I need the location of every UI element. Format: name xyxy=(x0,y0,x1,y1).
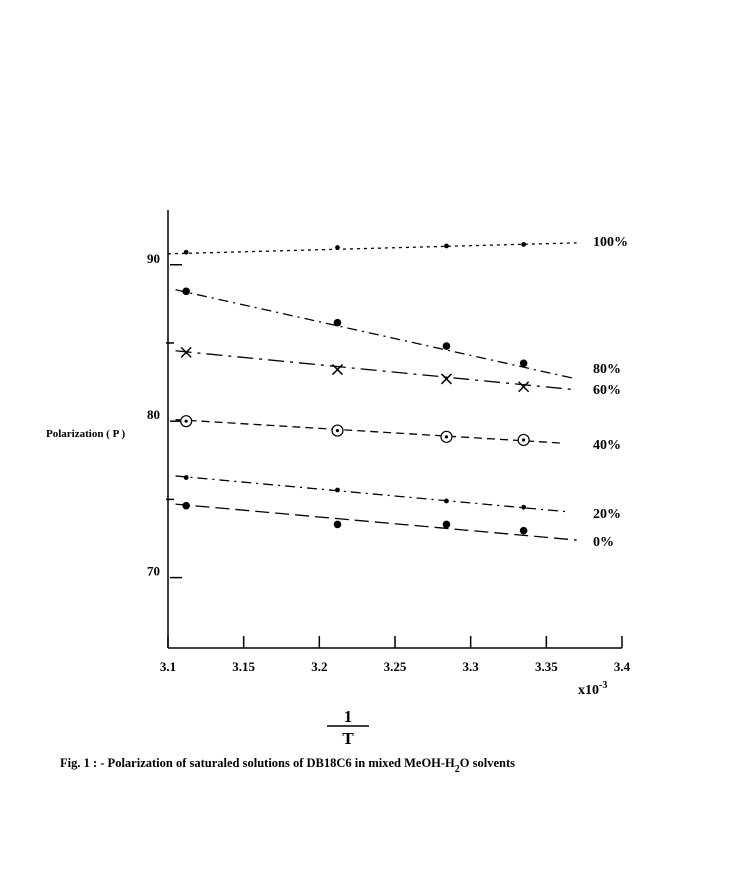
x-axis-label-numerator: 1 xyxy=(343,707,353,726)
data-point xyxy=(444,499,449,504)
series-40pct xyxy=(176,416,562,446)
data-point xyxy=(521,505,526,510)
x-scale-exponent: -3 xyxy=(599,680,608,691)
series-100pct xyxy=(168,242,577,255)
series-60pct xyxy=(176,347,577,391)
series-line xyxy=(176,290,577,379)
series-80pct xyxy=(176,288,577,379)
data-point xyxy=(335,488,340,493)
data-point xyxy=(335,245,340,250)
data-point xyxy=(521,242,526,247)
data-point xyxy=(520,360,528,368)
data-point xyxy=(184,475,189,480)
x-tick-label: 3.15 xyxy=(232,659,256,674)
data-point-center xyxy=(185,420,188,423)
series-label: 80% xyxy=(593,361,621,377)
x-tick-label: 3.35 xyxy=(534,659,558,674)
data-point xyxy=(443,342,451,350)
x-tick-label: 3.4 xyxy=(613,659,631,674)
data-point xyxy=(441,431,452,442)
data-point xyxy=(184,250,189,255)
data-point xyxy=(441,374,451,384)
data-point xyxy=(444,244,449,249)
series-label: 100% xyxy=(593,234,628,250)
data-point-center xyxy=(445,435,448,438)
series-layer xyxy=(168,242,577,540)
y-axis-label: Polarization ( P ) xyxy=(46,428,126,440)
x-tick-label: 3.3 xyxy=(462,659,479,674)
x-tick-label: 3.2 xyxy=(311,659,328,674)
series-label: 40% xyxy=(593,438,621,454)
figure-caption: Fig. 1 : - Polarization of saturaled solutions of DB18C6 in mixed MeOH-$H_2O$ solvents xyxy=(60,756,515,775)
data-point-center xyxy=(336,429,339,432)
series-line xyxy=(176,351,577,390)
caption-suffix: O solvents xyxy=(459,756,515,770)
axes xyxy=(166,210,622,648)
x-axis-label-denominator: T xyxy=(342,729,354,748)
y-tick-label: 90 xyxy=(147,250,160,266)
series-line xyxy=(176,420,562,443)
data-point xyxy=(518,434,529,445)
data-point xyxy=(519,382,529,392)
series-line xyxy=(168,243,577,254)
y-tick-label: 80 xyxy=(147,407,160,423)
data-point xyxy=(334,521,342,529)
series-line xyxy=(176,476,569,512)
y-tick-label: 70 xyxy=(147,563,160,579)
data-point xyxy=(182,502,190,510)
series-label: 60% xyxy=(593,382,621,398)
series-20pct xyxy=(176,475,569,512)
caption-subscript: 2 xyxy=(454,764,460,775)
series-label: 0% xyxy=(593,535,614,551)
series-0pct xyxy=(176,502,577,540)
data-point xyxy=(520,527,528,535)
data-point xyxy=(181,416,192,427)
data-point xyxy=(443,521,451,529)
data-point xyxy=(332,425,343,436)
x-tick-label: 3.25 xyxy=(383,659,407,674)
data-point xyxy=(182,288,190,296)
x-scale-label: $x10^{-3}$ xyxy=(578,680,608,698)
series-line xyxy=(176,504,577,540)
series-label: 20% xyxy=(593,506,621,522)
labels-layer xyxy=(46,235,631,775)
data-point xyxy=(334,319,342,327)
x-tick-label: 3.1 xyxy=(159,659,177,674)
data-point-center xyxy=(522,438,525,441)
